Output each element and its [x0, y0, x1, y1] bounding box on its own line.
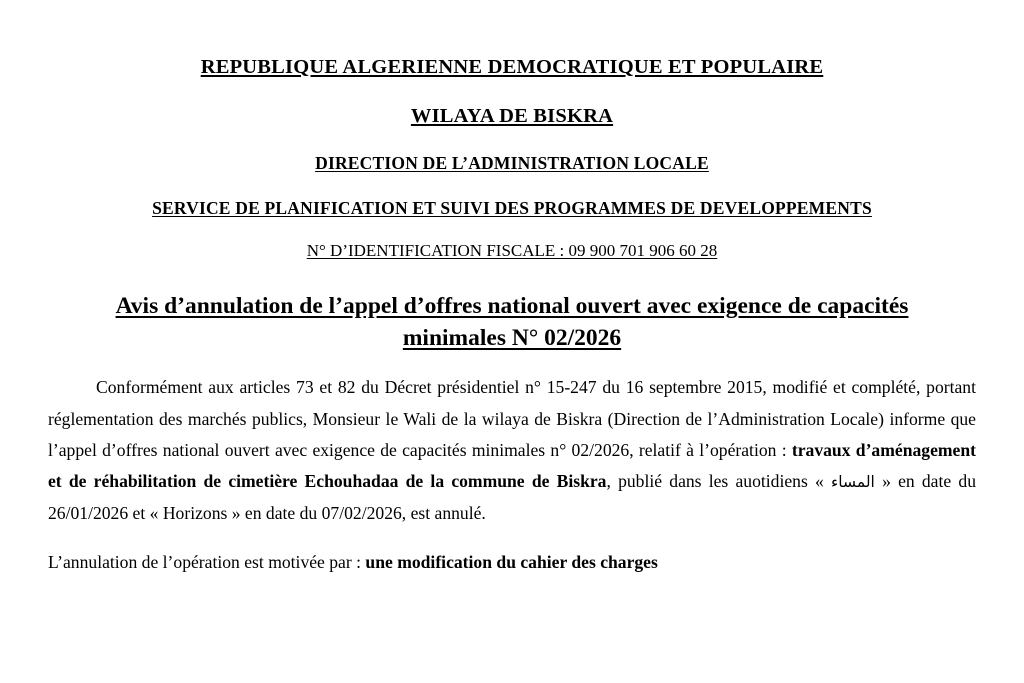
- document-header: [48, 56, 976, 261]
- paragraph1-part3: » en date du 26/01/2026 et « Horizons » en date du 07/02/2026, est annulé.: [48, 471, 976, 523]
- paragraph-cancellation-reason: [48, 547, 976, 578]
- header-line-direction: DIRECTION DE L’ADMINISTRATION LOCALE: [315, 153, 709, 173]
- paragraph1-part2: , publié dans les auotidiens «: [606, 471, 832, 492]
- paragraph-cancellation-notice: [48, 372, 976, 529]
- operation-description: travaux d’aménagement et de réhabilitation de cimetière Echouhadaa de la commune de Biskra: [48, 440, 976, 492]
- page-bottom-clip: [0, 675, 1024, 683]
- paragraph1-part1: Conformément aux articles 73 et 82 du Décret présidentiel n° 15-247 du 16 septembre 2015, modifié et complété, portant réglementation des marchés publics, Monsieur le Wali de la wilaya de Biskra (Direction de l’Administration Locale) informe que l’appel d’offres national ouvert avec exigence de capacités minimales n° 02/2026, relatif à l’opération :: [48, 377, 976, 461]
- newspaper-name-arabic: المساء: [831, 473, 875, 492]
- page-title: Avis d’annulation de l’appel d’offres national ouvert avec exigence de capacités minimales N° 02/2026: [115, 293, 909, 351]
- header-line-service: SERVICE DE PLANIFICATION ET SUIVI DES PROGRAMMES DE DEVELOPPEMENTS: [152, 198, 872, 218]
- cancellation-reason: une modification du cahier des charges: [365, 552, 658, 572]
- header-line-republic: REPUBLIQUE ALGERIENNE DEMOCRATIQUE ET POPULAIRE: [200, 56, 824, 78]
- paragraph2-part1: L’annulation de l’opération est motivée par :: [48, 552, 366, 572]
- header-line-fiscal-id: N° D’IDENTIFICATION FISCALE : 09 900 701 906 60 28: [306, 241, 718, 260]
- header-line-wilaya: WILAYA DE BISKRA: [410, 105, 614, 127]
